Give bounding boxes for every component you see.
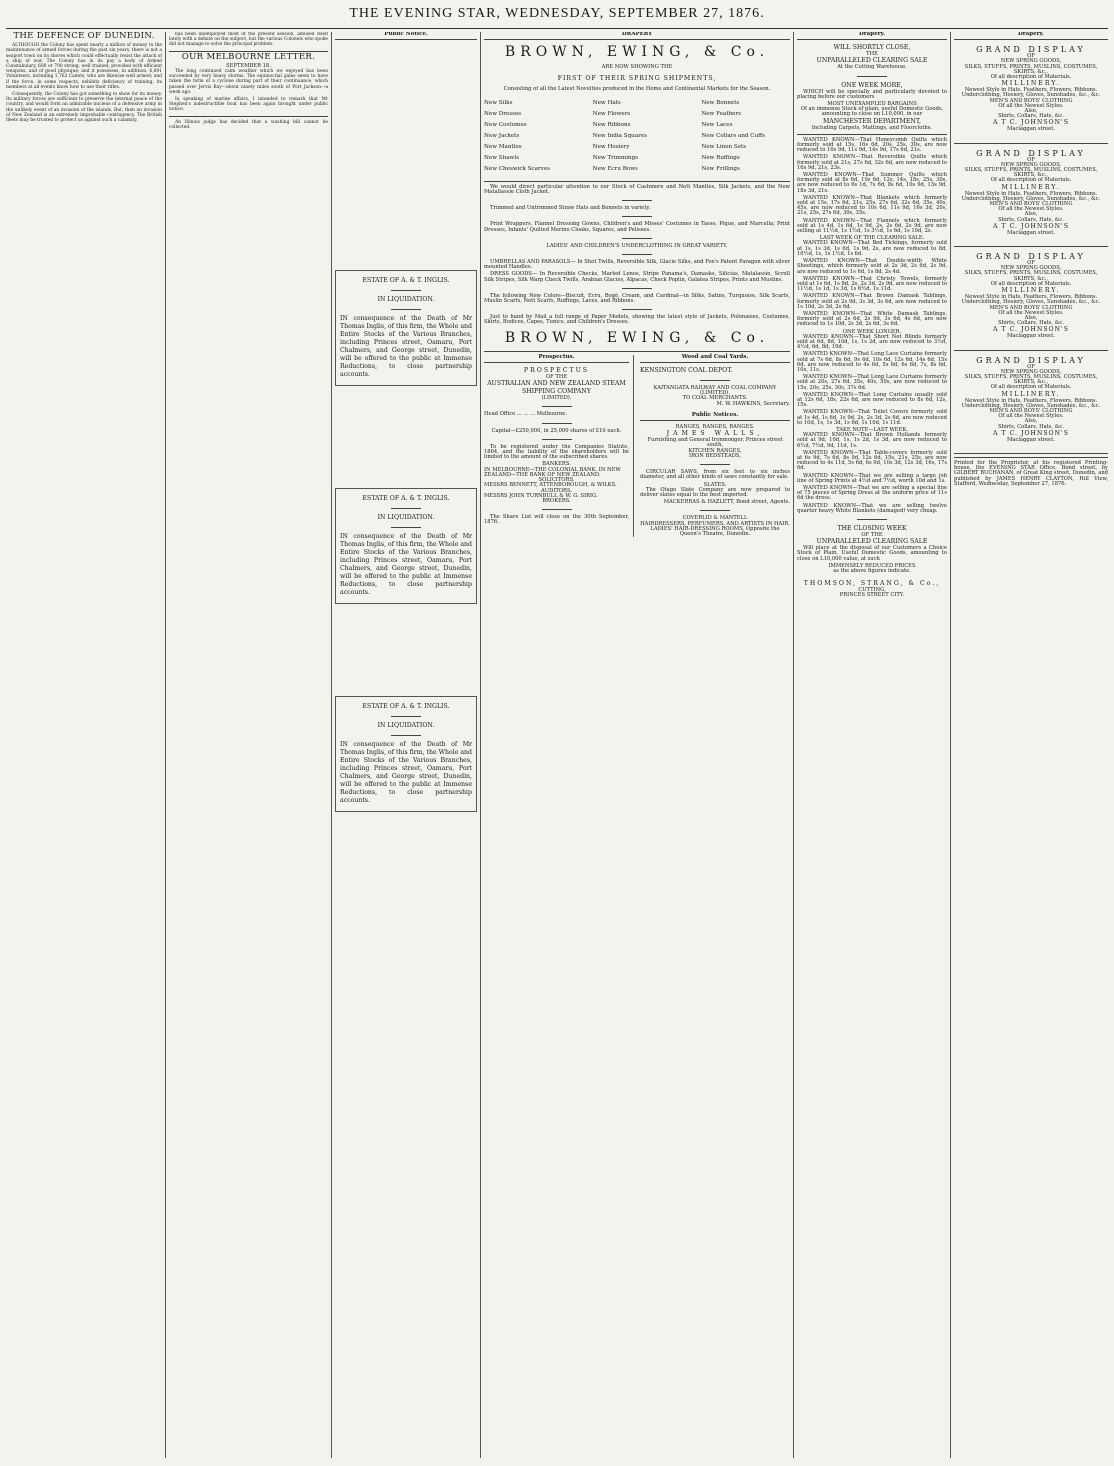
of-label: OF <box>1027 260 1035 267</box>
grand-display-title: GRAND DISPLAY <box>976 148 1086 158</box>
coal-and-notices <box>640 355 790 537</box>
also-label: Also, <box>1024 418 1038 425</box>
underclothing-line: Underclothing, Hosiery, Gloves, Sunshades, &c., &c. <box>961 402 1101 409</box>
novelty-column-a <box>484 98 573 175</box>
brand-title: BROWN, EWING, & Co. <box>504 44 770 61</box>
spring-goods: NEW SPRING GOODS, <box>1000 161 1062 168</box>
underclothing-line: Underclothing, Hosiery, Gloves, Sunshades, &c., &c. <box>961 299 1101 306</box>
novelty-item: New Hats <box>592 99 621 106</box>
prospectus-body: To be registered under the Companies Statute, 1864, and the liability of the shareholders will be limited to the amount of the subscribed shares. <box>484 443 629 461</box>
article-paragraph: The long continued calm weather which we enjoyed has been succeeded by very heavy storms. The equinoctial gales seem to have taken the form of a cyclone during part of their continuance, which passed over Jervis Bay—about ninety miles south of Port Jackson—a week ago. <box>169 69 328 95</box>
liquidation-label: IN LIQUIDATION. <box>377 296 435 304</box>
newest-styles: Of all the Newest Styles. <box>998 413 1064 420</box>
materials-line: Of all description of Materials. <box>990 280 1072 287</box>
wanted-known: WANTED KNOWN—That we are selling a special line of 75 pieces of Spring Dress at the uniform price of 11s 6d the dress. <box>797 485 947 502</box>
prospectus-of: OF THE <box>545 374 568 381</box>
novelty-item: New Linen Sets <box>701 143 747 150</box>
slates-body: The Otago Slate Company are now prepared to deliver slates equal to the best imported. <box>640 486 790 498</box>
dress-goods-paragraph: DRESS GOODS— In Reversible Checks, Marled Lenos, Stripe Panama's, Damasks, Silicias, Matalassie, Scroll Silk Stripes, Silk Warp Check Twills, Arabian Glacies, Alpacas, Check Poplin, Galatea Stripes, Prints and Muslins. <box>484 271 790 283</box>
novelty-item: New Frillings <box>701 165 740 172</box>
novelty-item: New Dresses <box>484 110 522 117</box>
estate-notice-1 <box>335 270 477 386</box>
novelty-item: New Hosiery <box>592 143 630 150</box>
column-divider <box>950 32 951 1458</box>
column-public-notice <box>335 32 477 1460</box>
prospectus-header: Prospectus. <box>484 355 629 363</box>
estate-notice-2 <box>335 488 477 604</box>
johnson-name: A T C. JOHNSON'S <box>992 222 1069 230</box>
auditors: MESSRS JOHN TURNBULL & W. G. SIRIG. <box>484 492 598 499</box>
newest-style: Newest Style in Hats, Feathers, Flowers, Ribbons. <box>964 87 1098 94</box>
solicitors-heading: SOLICITORS. <box>538 477 575 484</box>
grand-display-title: GRAND DISPLAY <box>976 252 1086 262</box>
iron-bedsteads: IRON BEDSTEADS, <box>689 452 741 459</box>
bargains: MOST UNEXAMPLED BARGAINS <box>827 101 917 108</box>
coal-merchants: TO COAL MERCHANTS. <box>682 395 748 402</box>
closing-week: THE CLOSING WEEK <box>837 525 907 533</box>
article-paragraph: An Illinois judge has decided that a washing bill cannot be collected. <box>169 119 328 130</box>
column-header: DRAPERY <box>484 32 790 40</box>
wanted-known: WANTED KNOWN—That Christy Towels, formerly sold at 1s 6d, 1s 8d, 2s, 2s 3d, 2s 9d, are now reduced to 11½d, 1s 1d, 1s 3d, 1s 6½d, 1s 11d. <box>797 275 947 293</box>
underclothing-heading: LADIES' AND CHILDREN'S UNDERCLOTHING IN GREAT VARIETY. <box>546 242 728 249</box>
column-divider <box>480 32 481 1458</box>
masthead: THE EVENING STAR, WEDNESDAY, SEPTEMBER 27, 1876. <box>349 6 765 21</box>
novelty-column-c <box>701 98 790 175</box>
also-label: Also, <box>1024 211 1038 218</box>
grand-display-ad <box>954 357 1108 443</box>
silks-line: SILKS, STUFFS, PRINTS, MUSLINS, COSTUMES, SKIRTS, &c., <box>964 63 1098 75</box>
wanted-known: WANTED KNOWN—That Table-covers formerly sold at 6s 9d, 7s 6d, 8s 9d, 12s 6d, 15s, 21s, 25s, are now reduced to 4s 11d, 5s 6d, 6s 9d, 10s 3d, 12s 3d, 16s, 17s 6d. <box>797 449 947 472</box>
novelty-list <box>484 98 790 175</box>
grand-display-ad <box>954 46 1108 132</box>
novelty-item: New Trimmings <box>592 154 639 161</box>
maclaggan-street: Maclaggan street. <box>1007 436 1055 443</box>
newest-styles: Of all the Newest Styles. <box>998 102 1064 109</box>
wanted-known: WANTED KNOWN—That Toilet Covers formerly sold at 1s 4d, 1s 6d, 1s 9d, 2s, 2s 3d, 2s 6d, are now reduced to 10d, 1s, 1s 3d, 1s 6d, 1s 10d, 1s 11d. <box>797 409 947 426</box>
novelty-item: New Cheswick Scarves <box>484 165 551 172</box>
wanted-known: WANTED KNOWN—That Brown Damask Tablings, formerly sold at 2s 9d, 3s 3d, 3s 6d, are now reduced to 1s 10d, 2s 3d, 2s 6d. <box>797 293 947 310</box>
wanted-known: WANTED KNOWN—That Brown Hollands formerly sold at 9d, 10d, 1s, 1s 2d, 1s 3d, are now reduced to 6½d, 7½d, 9d, 11d, 1s. <box>797 432 947 449</box>
also-label: Also, <box>1024 314 1038 321</box>
millinery-heading: MILLINERY. <box>1001 287 1061 295</box>
estate-title: ESTATE OF A. & T. INGLIS. <box>362 495 450 503</box>
millinery-heading: MILLINERY. <box>1001 183 1061 191</box>
novelty-item: New Feathers <box>701 110 742 117</box>
showing-label: ARE NOW SHOWING THE <box>601 64 673 71</box>
kitchen-ranges: KITCHEN RANGES, <box>688 447 742 454</box>
novelty-item: New Mantles <box>484 143 522 150</box>
umbrellas-paragraph: UMBRELLAS AND PARASOLS— In Shot Twills, Reversible Silk, Glacie Silks, and Fox's Patent Paragon with silver mounted Handles. <box>484 259 790 271</box>
estate-body: IN consequence of the Death of Mr Thomas Inglis, of this firm, the Whole and Entire Stocks of the Various Branches, including Princes street, Oamaru, Port Chalmers, and George street, Dunedin, will be offered to the public at Immense Reductions, to close partnership accounts. <box>340 315 472 379</box>
solicitors: MESSRS BENNETT, ATTENBOROUGH, & WILKS. <box>484 482 617 489</box>
johnson-name: A T C. JOHNSON'S <box>992 429 1069 437</box>
newest-style: Newest Style in Hats, Feathers, Flowers, Ribbons. <box>964 397 1098 404</box>
including: Including Carpets, Mattings, and Floorcloths. <box>811 124 933 131</box>
kaitangata: KAITANGATA RAILWAY AND COAL COMPANY (LIMITED). <box>653 385 777 397</box>
prospectus <box>484 355 634 537</box>
wanted-known: WANTED KNOWN—That Blankets which formerly sold at 15s, 17s 6d, 21s, 25s, 27s 6d, 32s 6d, 35s, 40s, 45s, are now reduced to 10s 6d, 11s 9d, 16s 3d, 20s, 21s, 25s, 27s 6d, 30s, 35s. <box>797 194 947 217</box>
novelty-item: New India Squares <box>592 132 647 139</box>
article-paragraph: has been unemployed most of the present session, amused itself lately with a debate on the subject, but the various Colonels who spoke did not manage to solve the principal problem. <box>169 32 328 48</box>
wanted-known: WANTED KNOWN—That Reversible Quilts which formerly sold at 21s, 27s 6d, 32s 6d, are now reduced to 16s 9d, 21s, 23s. <box>797 154 947 171</box>
article-paragraph: ALTHOUGH the Colony has spent nearly a million of money in the maintenance of armed forces during the past six years, there is not a seaport town on its shores which could effectually resist the attack of a ship of war. The Colony has in its pay a body of Armed Constabulary, 600 or 700 strong, well trained, provided with efficient weapons, and of good physique; and it possesses, in addition, 6,691 Volunteers, including 1,762 Cadets, who are likewise well armed; and if the force, in some respects, exhibits deficiency of training, its members at all events know how to use their rifles. <box>6 43 162 90</box>
spring-goods: NEW SPRING GOODS, <box>1000 265 1062 272</box>
slates-heading: SLATES. <box>703 481 727 488</box>
mackerras: MACKERRAS & HAZLETT, Bond street, Agents. <box>663 499 790 506</box>
shipments-heading: FIRST OF THEIR SPRING SHIPMENTS, <box>557 74 717 82</box>
of-label: OF <box>1027 363 1035 370</box>
novelty-item: New Jackets <box>484 132 520 139</box>
grand-display-ad <box>954 150 1108 236</box>
wanted-known: WANTED KNOWN—That White Damask Tablings, formerly sold at 2s 6d, 2s 9d, 3s 6d, 4s 6d, are now reduced to 1s 10d, 2s 3d, 2s 6d, 3s 6d. <box>797 310 947 328</box>
manchester: MANCHESTER DEPARTMENT, <box>822 117 922 125</box>
novelty-item: New Ecru Bows <box>592 165 638 172</box>
novelty-item: New Ribbons <box>592 121 631 128</box>
mens-clothing: MEN'S AND BOYS' CLOTHING <box>989 407 1073 414</box>
walls-subtitle: Furnishing and General Ironmonger, Princes street south, <box>647 437 783 449</box>
novelty-item: New Collars and Cuffs <box>701 132 766 139</box>
bankers: IN MELBOURNE—THE COLONIAL BANK. IN NEW ZEALAND—THE BANK OF NEW ZEALAND. <box>484 466 621 478</box>
models-paragraph: Just to hand by Mail a full range of Paper Models, showing the latest style of Jackets, Polonaises, Costumes, Skirts, Bodices, Capes, Tunics, and Children's Dresses. <box>484 314 790 326</box>
auditors-heading: AUDITORS. <box>541 487 572 494</box>
closing-sale: UNPARALLELED CLEARING SALE <box>816 538 928 546</box>
hair-footer: LADIES' HAIR-DRESSING ROOMS, Opposite the Queen's Theatre, Dunedin. <box>650 525 780 537</box>
divider <box>954 350 1108 351</box>
article-title: OUR MELBOURNE LETTER. <box>181 51 316 62</box>
mens-clothing: MEN'S AND BOYS' CLOTHING <box>989 201 1073 208</box>
printer-imprint: Printed for the Proprietor, at his registered Printing-house, the EVENING STAR Office, Bond street, by GILBERT BUCHANAN, of Great King street, Dunedin, and published by JAMES HENRY CLAYTON, Hill View, Stafford, Wednesday, September 27, 1876. <box>954 459 1108 487</box>
wanted-known: WANTED KNOWN—That Long Curtains usually sold at 12s 6d, 18s, 22s 6d, are now reduced to 8s 6d, 12s, 15s. <box>797 391 947 409</box>
clearing-sale: UNPARALLELED CLEARING SALE <box>816 57 928 65</box>
of-label: OF <box>1027 156 1035 163</box>
company-name: AUSTRALIAN AND NEW ZEALAND STEAM SHIPPING COMPANY <box>487 380 626 396</box>
silks-line: SILKS, STUFFS, PRINTS, MUSLINS, COSTUMES, SKIRTS, &c., <box>964 270 1098 282</box>
spring-goods: NEW SPRING GOODS, <box>1000 368 1062 375</box>
wanted-known: WANTED KNOWN—That Honeycomb Quilts which formerly sold at 15s, 16s 6d, 20s, 25s, 30s, are now reduced to 10s 9d, 11s 9d, 14s 9d, 17s 6d, 21s. <box>797 136 947 154</box>
closing-body: Will place at the disposal of our Customers a Choice Stock of Plain, Useful Domestic Goods, amounting to close on L10,000 value, at such <box>797 545 947 562</box>
notices-header: Public Notices. <box>640 413 790 421</box>
one-week-more: ONE WEEK MORE, <box>841 81 903 89</box>
newest-style: Newest Style in Hats, Feathers, Flowers, Ribbons. <box>964 190 1098 197</box>
column-drapery-brown-ewing <box>484 32 790 1460</box>
shortly-close: WILL SHORTLY CLOSE, <box>833 44 911 52</box>
novelty-item: New Costumes <box>484 121 527 128</box>
wanted-known: WANTED KNOWN—That Long Lace Curtains formerly sold at 7s 6d, 8s 6d, 9s 6d, 10s 6d, 12s 6d, 14s 6d, 15s 6d, are now reduced to 4s 6d, 5s 6d, 6s 6d, 7s, 8s 6d, 10s, 11s. <box>797 351 947 373</box>
stock-text: Of an immense Stock of plain, useful Domestic Goods, amounting to close on L10,000, in our <box>800 106 944 118</box>
drapery-paragraph: We would direct particular attention to our Stock of Cashmere and Nett Mantles, Silk Jackets, and the New Matallassie Cloth Jacket. <box>484 183 790 196</box>
brokers-heading: BROKERS. <box>542 497 571 504</box>
cutting-label: CUTTING, <box>858 587 886 594</box>
prospectus-title: PROSPECTUS <box>523 367 590 375</box>
coal-depot: KENSINGTON COAL DEPOT. <box>640 367 733 375</box>
colors-paragraph: The following New Colors—Biscuit, Ecru, Bogé, Cream, and Cardinal—in Silks, Satins, Turquoise, Silk Scarfs, Muslin Scarfs, Nett Scarfs, Ruffings, Laces, and Ribbons. <box>484 292 790 305</box>
divider <box>954 453 1108 454</box>
article-title: THE DEFENCE OF DUNEDIN. <box>13 32 155 41</box>
last-week: LAST WEEK OF THE CLEARING SALE. <box>819 235 925 242</box>
divider <box>954 143 1108 144</box>
spring-goods: NEW SPRING GOODS, <box>1000 58 1062 65</box>
wanted-known: WANTED KNOWN—That Bed Tickings, formerly sold at 1s, 1s 3d, 1s 6d, 1s 9d, 2s, are now reduced to 8d, 10½d, 1s, 1s 1½d, 1s 6d. <box>797 240 947 257</box>
thomson-strang: THOMSON, STRANG, & Co., <box>803 580 941 588</box>
secretary: M. W. HAWKINS, Secretary. <box>716 400 790 407</box>
grand-display-title: GRAND DISPLAY <box>976 355 1086 365</box>
week-longer: ONE WEEK LONGER. <box>842 328 902 335</box>
divider <box>169 116 328 117</box>
column-clearing-sale <box>797 32 947 1460</box>
novelty-item: New Ruffings <box>701 154 740 161</box>
wanted-known: WANTED KNOWN—That we are selling a large job line of Spring Prints at 4½d and 7½d, worth 10d and 1s. <box>797 472 947 484</box>
novelty-item: New Silks <box>484 99 513 106</box>
column-header: Drapery. <box>954 32 1108 40</box>
capital: Capital—£250,000, in 25,000 shares of £10 each. <box>491 427 622 434</box>
as-above: as the above figures indicate. <box>833 568 911 575</box>
james-walls: JAMES WALLS, <box>666 430 764 438</box>
wanted-known: WANTED KNOWN—That Long Lace Curtains formerly sold at 20s, 27s 6d, 35s, 40s, 50s, are now reduced to 15s, 20s, 25s, 30s, 37s 6d. <box>797 374 947 391</box>
novelty-item: New Bonnets <box>701 99 740 106</box>
consisting-text: Consisting of all the Latest Novelties produced in the Home and Continental Markets for the Season. <box>503 85 771 92</box>
wanted-known: WANTED KNOWN—That Flannels which formerly sold at 1s 4d, 1s 6d, 1s 9d, 2s, 2s 6d, 2s 9d, are now selling at 11½d, 1s 1½d, 1s 3½d, 1s 6d, 1s 10d, 2s. <box>797 217 947 235</box>
shirts-line: Shirts, Collars, Hats, &c. <box>998 113 1064 120</box>
column-defence <box>6 32 162 1460</box>
novelty-item: New Flowers <box>592 110 631 117</box>
column-divider <box>165 32 166 1458</box>
johnson-name: A T C. JOHNSON'S <box>992 326 1069 334</box>
column-divider <box>793 32 794 1458</box>
masthead-rule <box>6 28 1108 29</box>
column-grand-display <box>954 32 1108 1460</box>
johnson-name: A T C. JOHNSON'S <box>992 119 1069 127</box>
head-office: Head Office ... ... ... Melbourne. <box>484 411 568 418</box>
take-note: TAKE NOTE—LAST WEEK. <box>836 426 908 433</box>
article-paragraph: Consequently, the Colony has got something to show for its money. Its military forces are sufficient to preserve the internal peace of the country, and would form an admirable nucleus of a defensive army in the unlikely event of an invasion of the islands. But, then an invasion of New Zealand is an extremely improbable contingency. The British fleets may be trusted to protect us against such a calamity. <box>6 92 162 124</box>
shirts-line: Shirts, Collars, Hats, &c. <box>998 320 1064 327</box>
mens-clothing: MEN'S AND BOYS' CLOTHING <box>989 304 1073 311</box>
silks-line: SILKS, STUFFS, PRINTS, MUSLINS, COSTUMES, SKIRTS, &c., <box>964 167 1098 179</box>
column-divider <box>331 32 332 1458</box>
the-label: THE <box>866 51 878 58</box>
newest-styles: Of all the Newest Styles. <box>998 206 1064 213</box>
millinery-heading: MILLINERY. <box>1001 390 1061 398</box>
column-header: Drapery. <box>797 32 947 40</box>
column-melbourne <box>169 32 328 1460</box>
estate-title: ESTATE OF A. & T. INGLIS. <box>362 703 450 711</box>
mens-clothing: MEN'S AND BOYS' CLOTHING <box>989 97 1073 104</box>
novelty-item: New Shawls <box>484 154 519 161</box>
liquidation-label: IN LIQUIDATION. <box>377 722 435 730</box>
materials-line: Of all description of Materials. <box>990 177 1072 184</box>
estate-notice-3 <box>335 696 477 812</box>
grand-display-title: GRAND DISPLAY <box>976 45 1086 55</box>
grand-display-ad <box>954 253 1108 339</box>
circular-saws: CIRCULAR SAWS, from six feet to six inches diameter, and all other kinds of saws constantly for sale. <box>640 469 790 481</box>
estate-body: IN consequence of the Death of Mr Thomas Inglis, of this firm, the Whole and Entire Stocks of the Various Branches, including Princes street, Oamaru, Port Chalmers, and George street, Dunedin, will be offered to the public at Immense Reductions, to close partnership accounts. <box>340 741 472 805</box>
drapery-paragraph: Trimmed and Untrimmed Straw Hats and Bonnets in variety. <box>490 205 651 212</box>
maclaggan-street: Maclaggan street. <box>1007 333 1055 340</box>
company-limited: (LIMITED). <box>541 395 572 402</box>
maclaggan-street: Maclaggan street. <box>1007 229 1055 236</box>
share-list-closing: The Share List will close on the 30th September, 1876. <box>484 514 629 526</box>
novelty-item: New Laces <box>701 121 733 128</box>
underclothing-line: Underclothing, Hosiery, Gloves, Sunshades, &c., &c. <box>961 92 1101 99</box>
shirts-line: Shirts, Collars, Hats, &c. <box>998 423 1064 430</box>
estate-title: ESTATE OF A. & T. INGLIS. <box>362 277 450 285</box>
newest-styles: Of all the Newest Styles. <box>998 309 1064 316</box>
hairdressers: HAIRDRESSERS, PERFUMERS, AND ARTISTS IN HAIR. <box>640 520 790 527</box>
coal-header: Wood and Coal Yards. <box>640 355 790 363</box>
newest-style: Newest Style in Hats, Feathers, Flowers, Ribbons. <box>964 294 1098 301</box>
materials-line: Of all description of Materials. <box>990 384 1072 391</box>
materials-line: Of all description of Materials. <box>990 74 1072 81</box>
underclothing-line: Underclothing, Hosiery, Gloves, Sunshades, &c., &c. <box>961 195 1101 202</box>
dateline: SEPTEMBER 18. <box>226 62 271 69</box>
bankers-heading: BANKERS. <box>542 461 571 468</box>
of-label: OF <box>1027 53 1035 60</box>
cutting-warehouse: At the Cutting Warehouse. <box>837 64 907 71</box>
wanted-known: WANTED KNOWN—That Double-width White Sheetings, which formerly sold at 2s 3d, 2s 6d, 2s 9d, are now reduced to 1s 6d, 1s 8d, 2s 4d. <box>797 258 947 275</box>
wanted-known: WANTED KNOWN—That Summer Quilts which formerly sold at 8s 6d, 10s 6d, 12s, 14s, 18s, 25s, 30s, are now reduced to 6s 1d, 7s 6d, 8s 6d, 10s 9d, 13s 9d, 18s 3d, 21s. <box>797 172 947 194</box>
novelty-column-b <box>593 98 682 175</box>
shirts-line: Shirts, Collars, Hats, &c. <box>998 216 1064 223</box>
brand-title-bottom: BROWN, EWING, & Co. <box>504 329 770 346</box>
drapery-paragraph: Print Wrappers, Flannel Dressing Gowns, Children's and Misses' Costumes in Tasso, Pique, and Marcella; Print Dresses, Infants' Quilted Merino Cloaks, Squares, and Pelisses. <box>484 221 790 233</box>
article-paragraph: In speaking of marine affairs, I intended to remark that Mr Stephen's indestructible boat has been again brought under public notice. <box>169 97 328 113</box>
of-the: OF THE <box>861 532 883 539</box>
maclaggan-street: Maclaggan street. <box>1007 126 1055 133</box>
princes-street: PRINCES STREET CITY. <box>839 592 905 599</box>
column-header: Public Notice. <box>335 32 477 40</box>
immensely-reduced: IMMENSELY REDUCED PRICES <box>828 562 916 569</box>
liquidation-label: IN LIQUIDATION. <box>377 514 435 522</box>
also-label: Also, <box>1024 108 1038 115</box>
wanted-known: WANTED KNOWN—That Short Net Blinds formerly sold at 6d, 8d, 10d, 1s, 1s 2d, are now reduced to 3½d, 4½d, 6d, 8d, 10d. <box>797 333 947 351</box>
which-text: WHICH will be specially and particularly devoted to placing before our customers <box>797 88 947 100</box>
divider <box>954 246 1108 247</box>
wanted-known: WANTED KNOWN—That we are selling twelve quarter heavy White Blankets (damaged) very cheap. <box>797 502 947 514</box>
estate-body: IN consequence of the Death of Mr Thomas Inglis, of this firm, the Whole and Entire Stocks of the Various Branches, including Princes street, Oamaru, Port Chalmers, and George street, Dunedin, will be offered to the public at Immense Reductions, to close partnership accounts. <box>340 533 472 597</box>
millinery-heading: MILLINERY. <box>1001 80 1061 88</box>
coverlid: COVERLID & MANTELL <box>682 515 748 522</box>
silks-line: SILKS, STUFFS, PRINTS, MUSLINS, COSTUMES, SKIRTS, &c., <box>964 373 1098 386</box>
ranges-heading: RANGES, RANGES, RANGES. <box>675 424 755 431</box>
